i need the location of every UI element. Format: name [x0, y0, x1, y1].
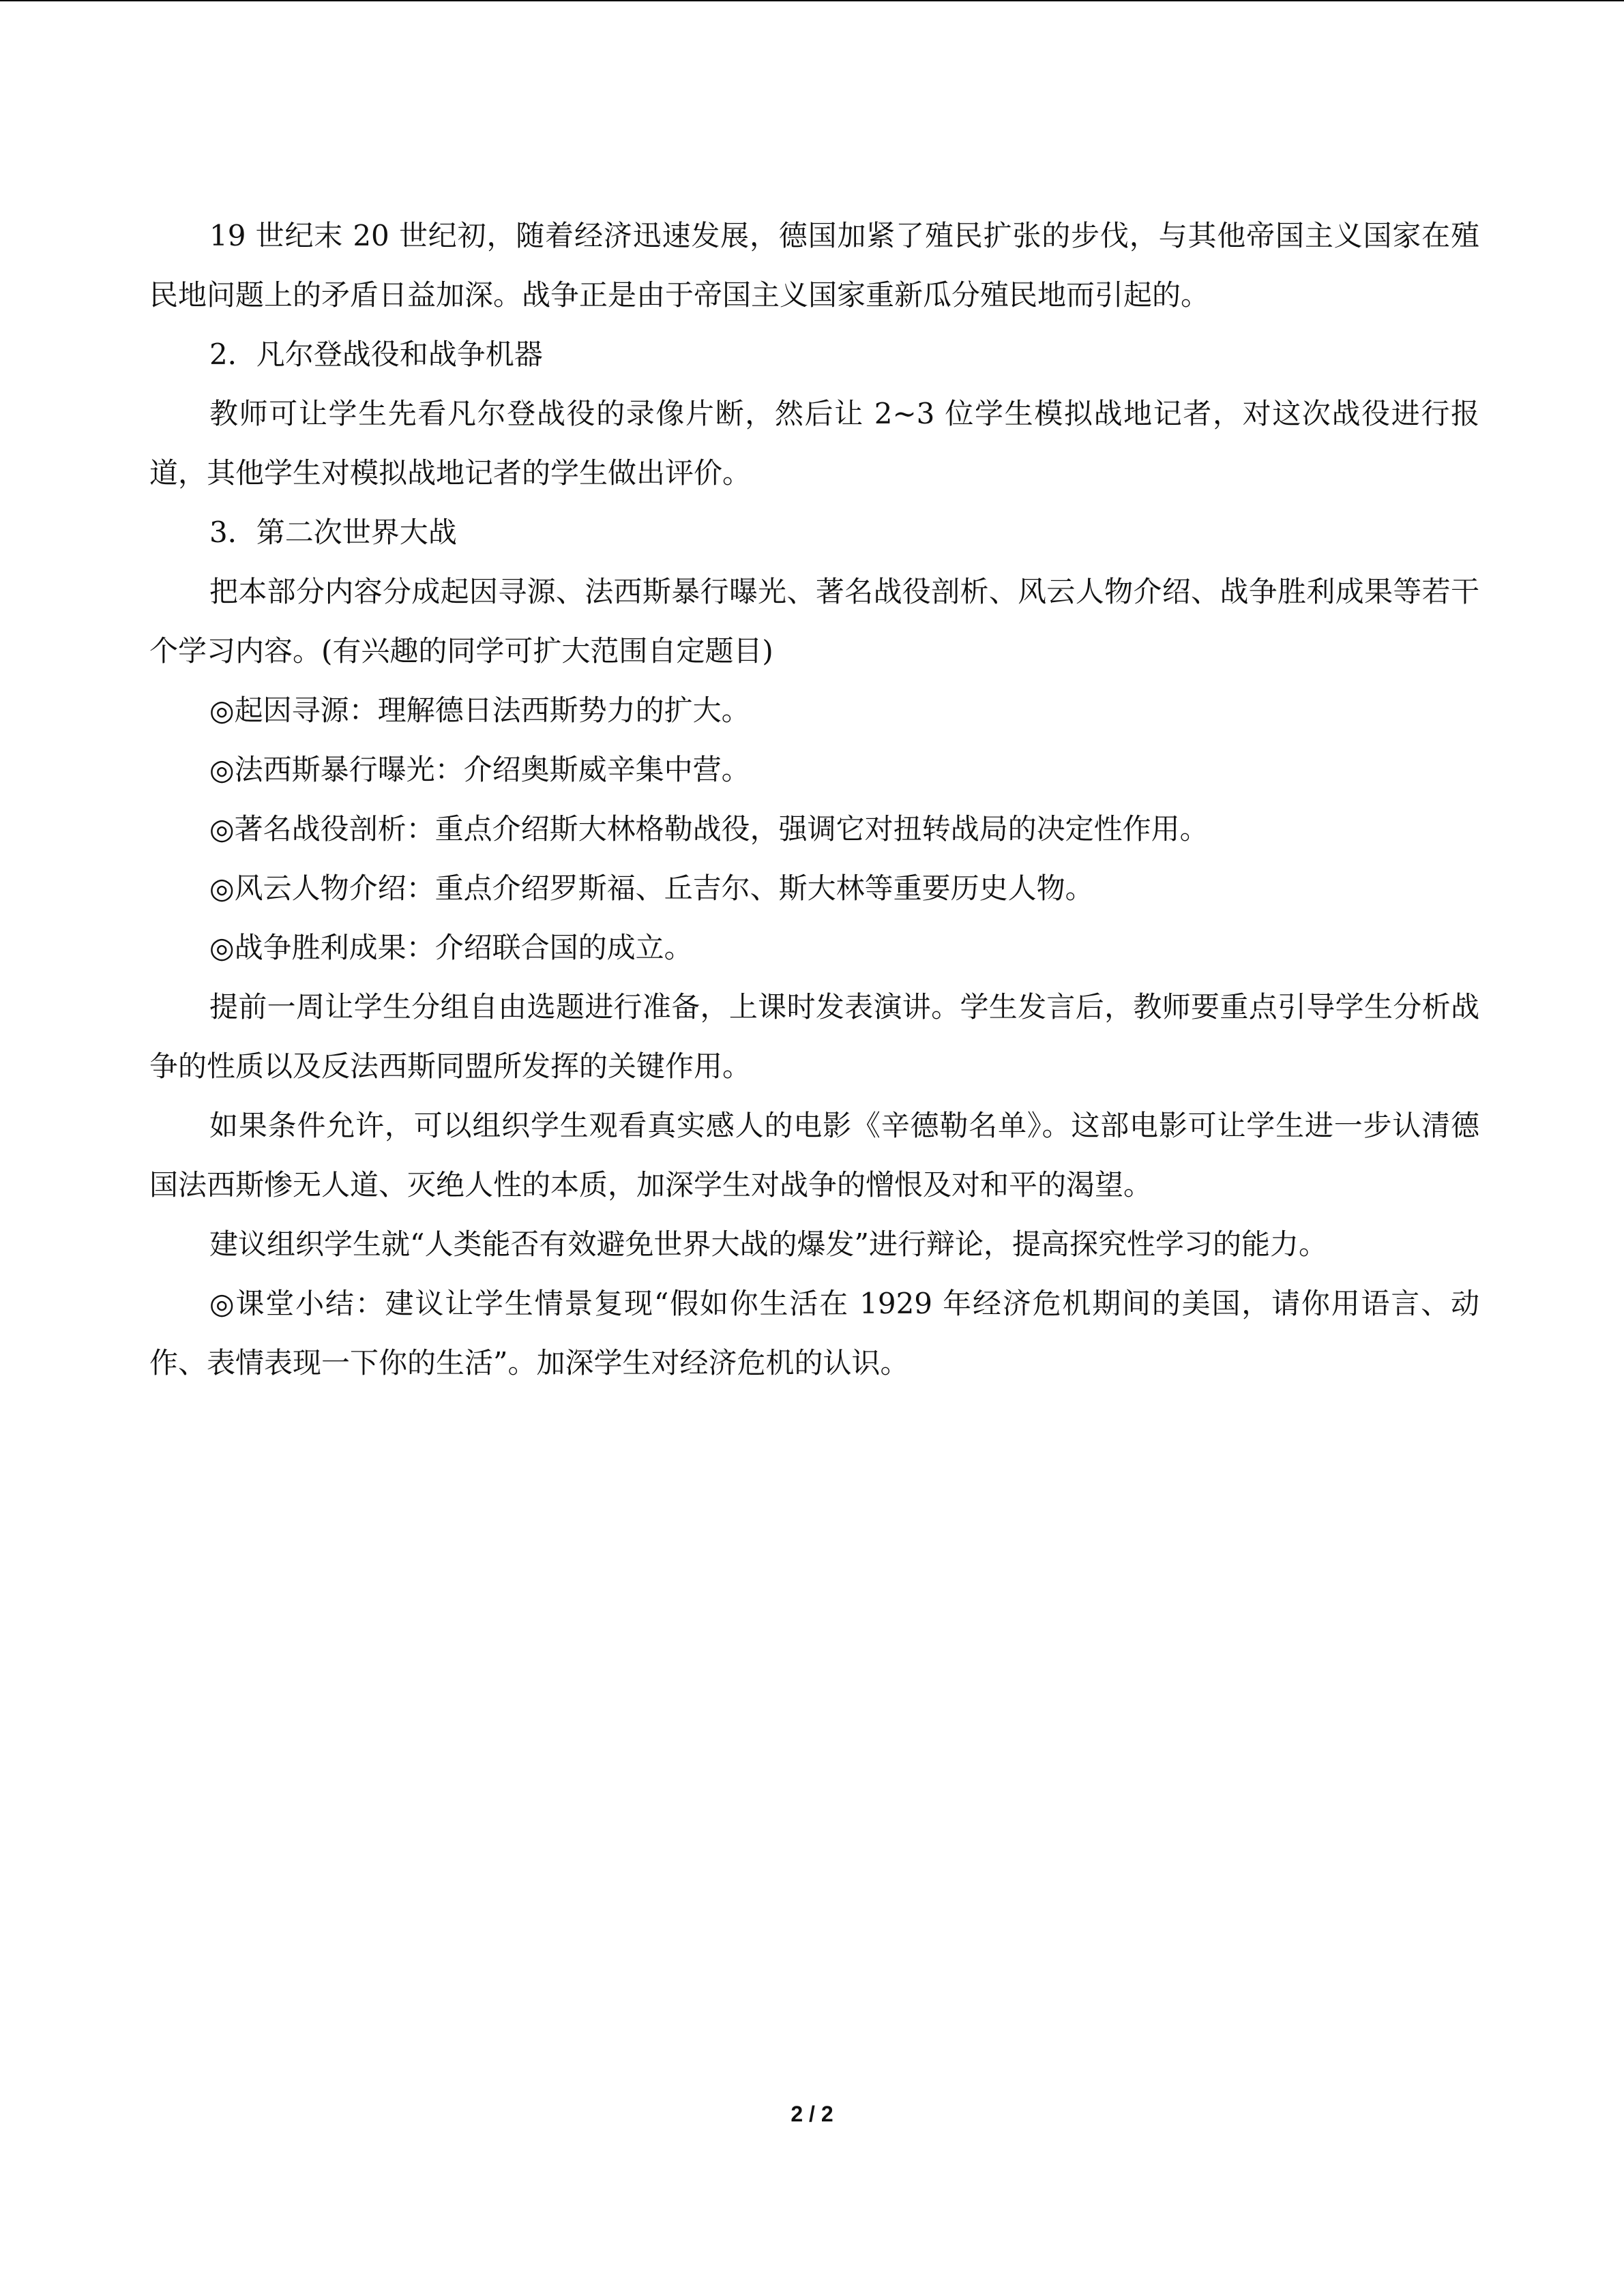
paragraph-background: 19 世纪末 20 世纪初，随着经济迅速发展，德国加紧了殖民扩张的步伐，与其他帝国主义国家在殖民地问题上的矛盾日益加深。战争正是由于帝国主义国家重新瓜分殖民地而引起的。 — [149, 219, 1479, 312]
section-heading-verdun: 2．凡尔登战役和战争机器 — [209, 338, 543, 371]
bullet-results: ◎战争胜利成果：介绍联合国的成立。 — [209, 931, 693, 964]
paragraph-preparation: 提前一周让学生分组自由选题进行准备，上课时发表演讲。学生发言后，教师要重点引导学生分析战争的性质以及反法西斯同盟所发挥的关键作用。 — [149, 990, 1479, 1083]
page-top-border — [0, 0, 1624, 1]
bullet-summary: ◎课堂小结：建议让学生情景复现“假如你生活在 1929 年经济危机期间的美国，请你用语言、动作、表情表现一下你的生活”。加深学生对经济危机的认识。 — [149, 1287, 1479, 1380]
document-body — [149, 206, 1479, 1392]
paragraph-verdun-activity: 教师可让学生先看凡尔登战役的录像片断，然后让 2~3 位学生模拟战地记者，对这次战役进行报道，其他学生对模拟战地记者的学生做出评价。 — [149, 397, 1479, 490]
page-number: 2 / 2 — [791, 2102, 833, 2126]
bullet-causes: ◎起因寻源：理解德日法西斯势力的扩大。 — [209, 694, 750, 727]
paragraph-film: 如果条件允许，可以组织学生观看真实感人的电影《辛德勒名单》。这部电影可让学生进一步认清德国法西斯惨无人道、灭绝人性的本质，加深学生对战争的憎恨及对和平的渴望。 — [149, 1109, 1479, 1202]
bullet-atrocities: ◎法西斯暴行曝光：介绍奥斯威辛集中营。 — [209, 753, 750, 786]
section-heading-ww2: 3．第二次世界大战 — [209, 516, 457, 549]
bullet-figures: ◎风云人物介绍：重点介绍罗斯福、丘吉尔、斯大林等重要历史人物。 — [209, 871, 1094, 905]
paragraph-debate: 建议组织学生就“人类能否有效避免世界大战的爆发”进行辩论，提高探究性学习的能力。 — [209, 1227, 1327, 1261]
paragraph-ww2-topics: 把本部分内容分成起因寻源、法西斯暴行曝光、著名战役剖析、风云人物介绍、战争胜利成果等若干个学习内容。(有兴趣的同学可扩大范围自定题目) — [149, 575, 1479, 668]
bullet-battles: ◎著名战役剖析：重点介绍斯大林格勒战役，强调它对扭转战局的决定性作用。 — [209, 812, 1209, 846]
